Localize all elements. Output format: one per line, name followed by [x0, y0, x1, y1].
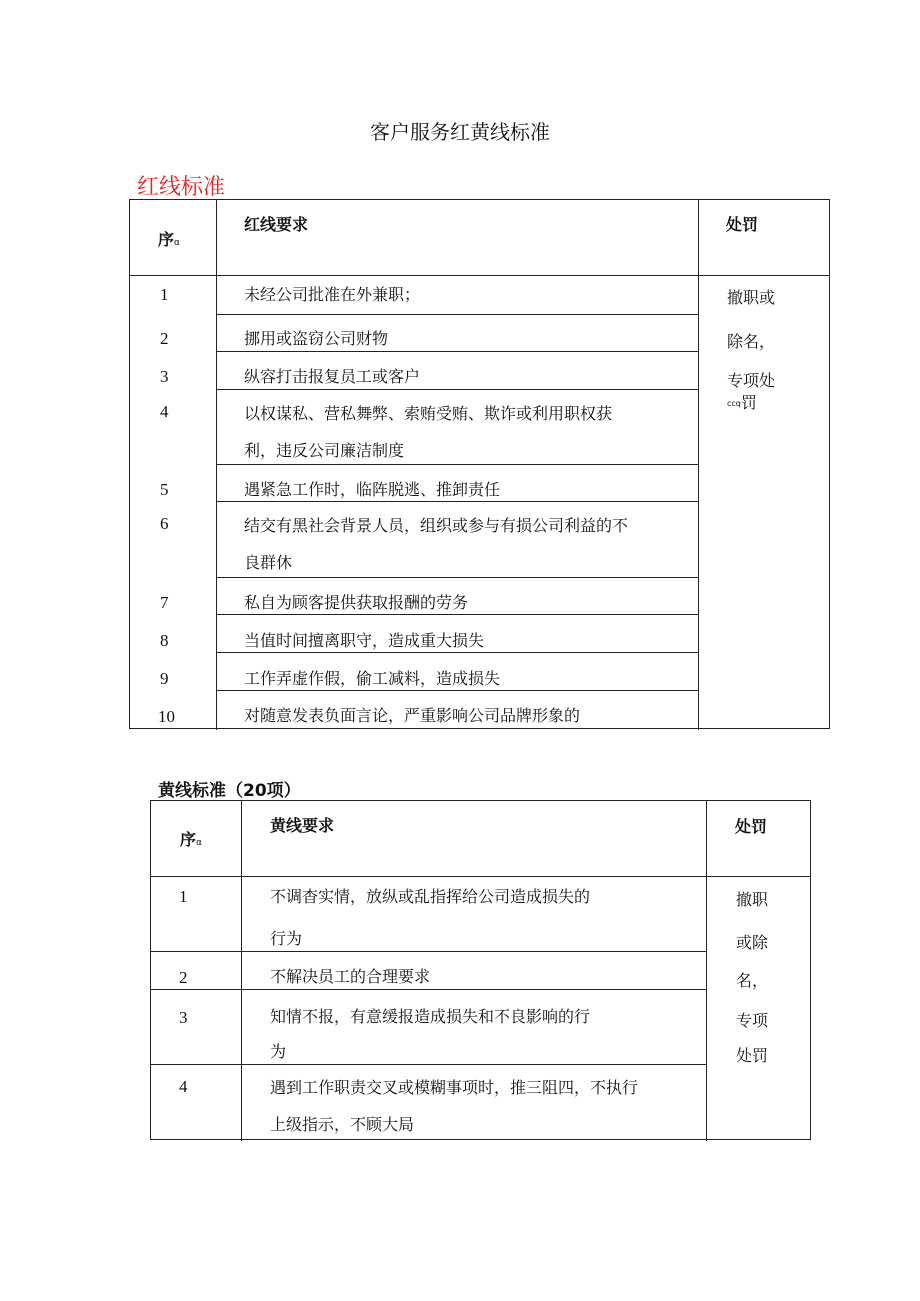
red-row-text: 当值时间擅离职守，造成重大损失: [244, 631, 485, 650]
red-table-header-divider: [130, 275, 829, 276]
yellow-row-seq: 2: [179, 968, 188, 987]
red-row-seq: 2: [160, 329, 169, 348]
red-row-text: 私自为顾客提供获取报酬的劳务: [244, 593, 469, 612]
red-header-seq: 序α: [158, 230, 180, 249]
yellow-row-text: 不调杳实情，放纵或乱指挥给公司造成损失的: [270, 887, 591, 906]
red-row-seq: 5: [160, 480, 169, 499]
red-row-seq: 1: [160, 285, 169, 304]
yellow-row-seq: 1: [179, 887, 188, 906]
yellow-row-seq: 4: [179, 1077, 188, 1096]
yellow-table-col-divider-2: [706, 801, 707, 1141]
red-row-seq: 8: [160, 631, 169, 650]
red-row-text: 对随意发表负面言论，严重影响公司品牌形象的: [244, 706, 581, 725]
red-row-text: 以权谋私、营私舞弊、索贿受贿、欺诈或利用职权获: [244, 404, 613, 423]
red-penalty-text: ccq罚: [727, 393, 757, 412]
page-title: 客户服务红黄线标准: [370, 120, 550, 144]
red-header-requirement: 红线要求: [244, 215, 309, 234]
red-penalty-text: 撤职或: [727, 288, 776, 307]
red-row-seq: 4: [160, 402, 169, 421]
red-table-col-divider-1: [216, 200, 217, 730]
red-table-row-divider: [216, 351, 698, 352]
yellow-table-row-divider: [151, 951, 706, 952]
red-row-seq: 9: [160, 669, 169, 688]
yellow-header-penalty: 处罚: [735, 817, 768, 836]
yellow-row-text: 遇到工作职责交叉或模糊事项时，推三阻四，不执行: [270, 1078, 639, 1097]
red-row-text: 良群休: [244, 553, 293, 572]
yellow-penalty-text: 名，: [736, 971, 769, 990]
red-row-text: 利，违反公司廉洁制度: [244, 441, 405, 460]
yellow-table-header-divider: [151, 876, 810, 877]
red-header-penalty: 处罚: [726, 215, 759, 234]
yellow-row-seq: 3: [179, 1008, 188, 1027]
red-row-seq: 7: [160, 593, 169, 612]
red-penalty-text: 专项处: [727, 371, 776, 390]
yellow-table-col-divider-1: [241, 801, 242, 1141]
yellow-penalty-text: 撤职: [736, 890, 769, 909]
red-row-seq: 10: [158, 707, 175, 726]
yellow-table-row-divider: [151, 1064, 706, 1065]
red-table-col-divider-2: [698, 200, 699, 730]
red-row-text: 挪用或盗窃公司财物: [244, 329, 389, 348]
red-table-row-divider: [216, 314, 698, 315]
yellow-row-text: 行为: [270, 929, 303, 948]
yellow-row-text: 为: [270, 1042, 287, 1061]
red-table-row-divider: [216, 614, 698, 615]
yellow-row-text: 上级指示，不顾大局: [270, 1115, 415, 1134]
red-table-row-divider: [216, 690, 698, 691]
red-row-text: 工作弄虚作假，偷工减料，造成损失: [244, 669, 501, 688]
yellow-row-text: 不解决员工的合理要求: [270, 967, 431, 986]
yellow-penalty-text: 或除: [736, 933, 769, 952]
red-table-row-divider: [216, 389, 698, 390]
yellow-penalty-text: 专项: [736, 1011, 769, 1030]
red-row-text: 结交有黑社会背景人员，组织或参与有损公司利益的不: [244, 516, 629, 535]
red-row-text: 未经公司批准在外兼职；: [244, 285, 421, 304]
yellow-table-row-divider: [151, 989, 706, 990]
yellow-penalty-text: 处罚: [736, 1046, 769, 1065]
red-table-row-divider: [216, 652, 698, 653]
red-row-seq: 3: [160, 367, 169, 386]
yellow-header-requirement: 黄线要求: [270, 816, 335, 835]
red-row-seq: 6: [160, 514, 169, 533]
red-penalty-text: 除名，: [727, 332, 776, 351]
red-table-row-divider: [216, 577, 698, 578]
red-table-row-divider: [216, 501, 698, 502]
red-row-text: 遇紧急工作时，临阵脱逃、推卸责任: [244, 480, 501, 499]
yellow-row-text: 知情不报，有意缓报造成损失和不良影响的行: [270, 1007, 591, 1026]
red-row-text: 纵容打击报复员工或客户: [244, 367, 421, 386]
red-table-row-divider: [216, 464, 698, 465]
red-line-heading: 红线标准: [137, 175, 226, 200]
yellow-header-seq: 序α: [180, 830, 202, 849]
yellow-line-heading: 黄线标准（20项）: [158, 781, 301, 801]
